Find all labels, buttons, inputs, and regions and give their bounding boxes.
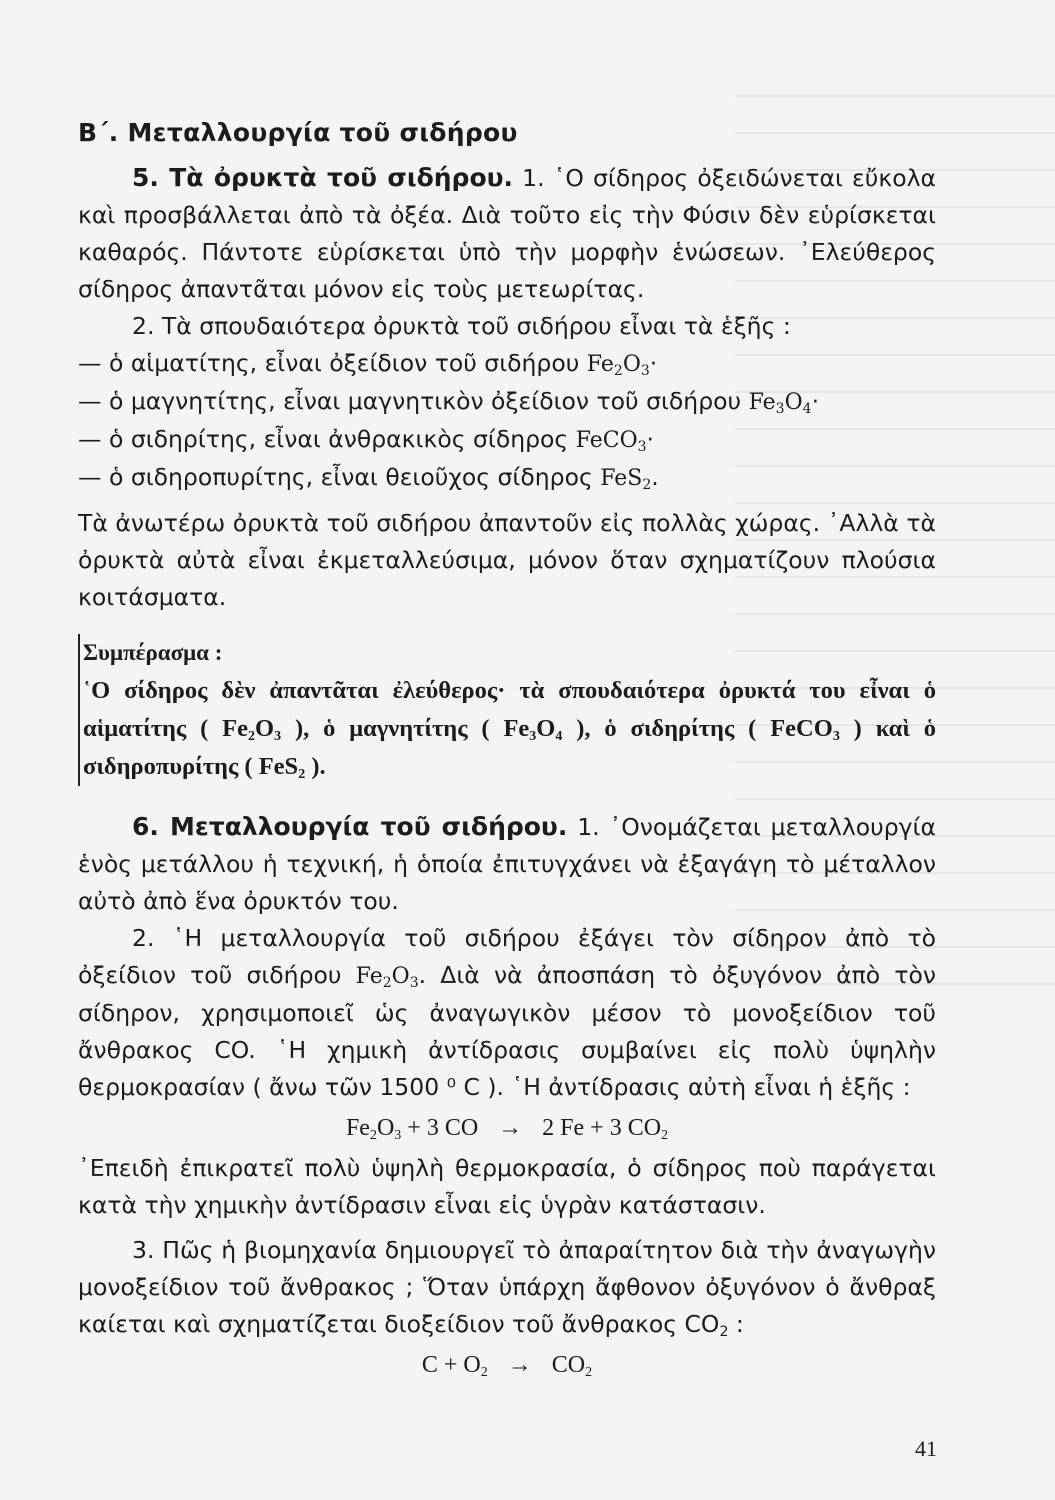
section6-paragraph-1: [78, 808, 936, 920]
section5-heading: 5. Τὰ ὀρυκτὰ τοῦ σιδήρου.: [132, 163, 513, 192]
conclusion-title: Συμπέρασμα :: [83, 640, 223, 665]
section6-paragraph-2: 2. ῾Η μεταλλουργία τοῦ σιδήρου ἐξάγει τὸν σίδηρον ἀπὸ τὸ ὀξείδιον τοῦ σιδήρου $Fe_2O_3$. Διὰ νὰ ἀποσπάση τὸ ὀξυγόνον ἀπὸ τὸν σίδηρον, χρησιμοποιεῖ ὡς ἀναγωγικὸν μέσον τὸ μονοξείδιον τοῦ ἄνθρακος CO. ῾Η χημικὴ ἀντίδρασις συμβαίνει εἰς πολὺ ὑψηλὴν θερμοκρασίαν ( ἄνω τῶν 1500 ⁰ C ). ῾Η ἀντίδρασις αὐτὴ εἶναι ἡ ἑξῆς :: [78, 924, 936, 1101]
section6-heading: 6. Μεταλλουργία τοῦ σιδήρου.: [132, 812, 568, 841]
section5-paragraph-1: [78, 159, 936, 308]
conclusion-box: [78, 634, 936, 786]
section6-p1-text: 1. ᾿Ονομάζεται μεταλλουργία ἑνὸς μετάλλου ἡ τεχνική, ἡ ὁποία ἐπιτυγχάνει νὰ ἐξαγάγη τὸ μέταλλον αὐτὸ ἀπὸ ἕνα ὀρυκτόν του.: [78, 813, 936, 915]
mineral-list: [78, 345, 936, 497]
arrow-icon: →: [507, 1352, 532, 1378]
section-title: Β΄. Μεταλλουργία τοῦ σιδήρου: [78, 118, 518, 147]
list-item: — ὁ σιδηροπυρίτης, εἶναι θειοῦχος σίδηρος FeS$_2$.: [78, 463, 659, 493]
equation-combustion: $C + O_2 \to CO_2$: [421, 1352, 593, 1380]
equation-reduction: $Fe_2O_3 + 3$ CO → 2 Fe + 3 $CO_2$: [345, 1115, 669, 1143]
conclusion-text: ῾Ο σίδηρος δὲν ἀπαντᾶται ἐλεύθερος· τὰ σπουδαιότερα ὀρυκτά του εἶναι ὁ αἱματίτης ( $Fe_2O_3$ ), ὁ μαγνητίτης ( $Fe_3O_4$ ), ὁ σιδηρίτης ( FeCO$_3$ ) καὶ ὁ σιδηροπυρίτης ( FeS$_2$ ).: [83, 677, 937, 782]
section5-p1-text: 1. ῾Ο σίδηρος ὀξειδώνεται εὔκολα καὶ προσβάλλεται ἀπὸ τὰ ὀξέα. Διὰ τοῦτο εἰς τὴν Φύσιν δὲν εὑρίσκεται καθαρός. Πάντοτε εὑρίσκεται ὑπὸ τὴν μορφὴν ἑνώσεων. ᾿Ελεύθερος σίδηρος ἀπαντᾶται μόνον εἰς τοὺς μετεωρίτας.: [78, 164, 936, 303]
section6-paragraph-4: 3. Πῶς ἡ βιομηχανία δημιουργεῖ τὸ ἀπαραίτητον διὰ τὴν ἀναγωγὴν μονοξείδιον τοῦ ἄνθρακος ; Ὅταν ὑπάρχη ἄφθονον ὀξυγόνον ὁ ἄνθραξ καίεται καὶ σχηματίζεται διοξείδιον τοῦ ἄνθρακος $CO_2$ :: [78, 1236, 936, 1340]
section6-paragraph-3: ᾿Επειδὴ ἐπικρατεῖ πολὺ ὑψηλὴ θερμοκρασία, ὁ σίδηρος ποὺ παράγεται κατὰ τὴν χημικὴν ἀντίδρασιν εἶναι εἰς ὑγρὰν κατάστασιν.: [78, 1154, 936, 1219]
page-content: [78, 118, 936, 1387]
page-number: 41: [915, 1436, 937, 1461]
section5-paragraph-3: Τὰ ἀνωτέρω ὀρυκτὰ τοῦ σιδήρου ἀπαντοῦν εἰς πολλὰς χώρας. ᾿Αλλὰ τὰ ὀρυκτὰ αὐτὰ εἶναι ἐκμεταλλεύσιμα, μόνον ὅταν σχηματίζουν πλούσια κοιτάσματα.: [78, 509, 936, 611]
arrow-icon: →: [498, 1115, 523, 1141]
list-item: — ὁ μαγνητίτης, εἶναι μαγνητικὸν ὀξείδιον τοῦ σιδήρου $Fe_3O_4\cdot$: [78, 387, 820, 417]
list-item: — ὁ αἱματίτης, εἶναι ὀξείδιον τοῦ σιδήρου $Fe_2O_3\cdot$: [78, 349, 658, 379]
list-item: — ὁ σιδηρίτης, εἶναι ἀνθρακικὸς σίδηρος FeCO$_3$·: [78, 425, 655, 455]
section5-paragraph-2: 2. Τὰ σπουδαιότερα ὀρυκτὰ τοῦ σιδήρου εἶναι τὰ ἑξῆς :: [132, 312, 791, 340]
